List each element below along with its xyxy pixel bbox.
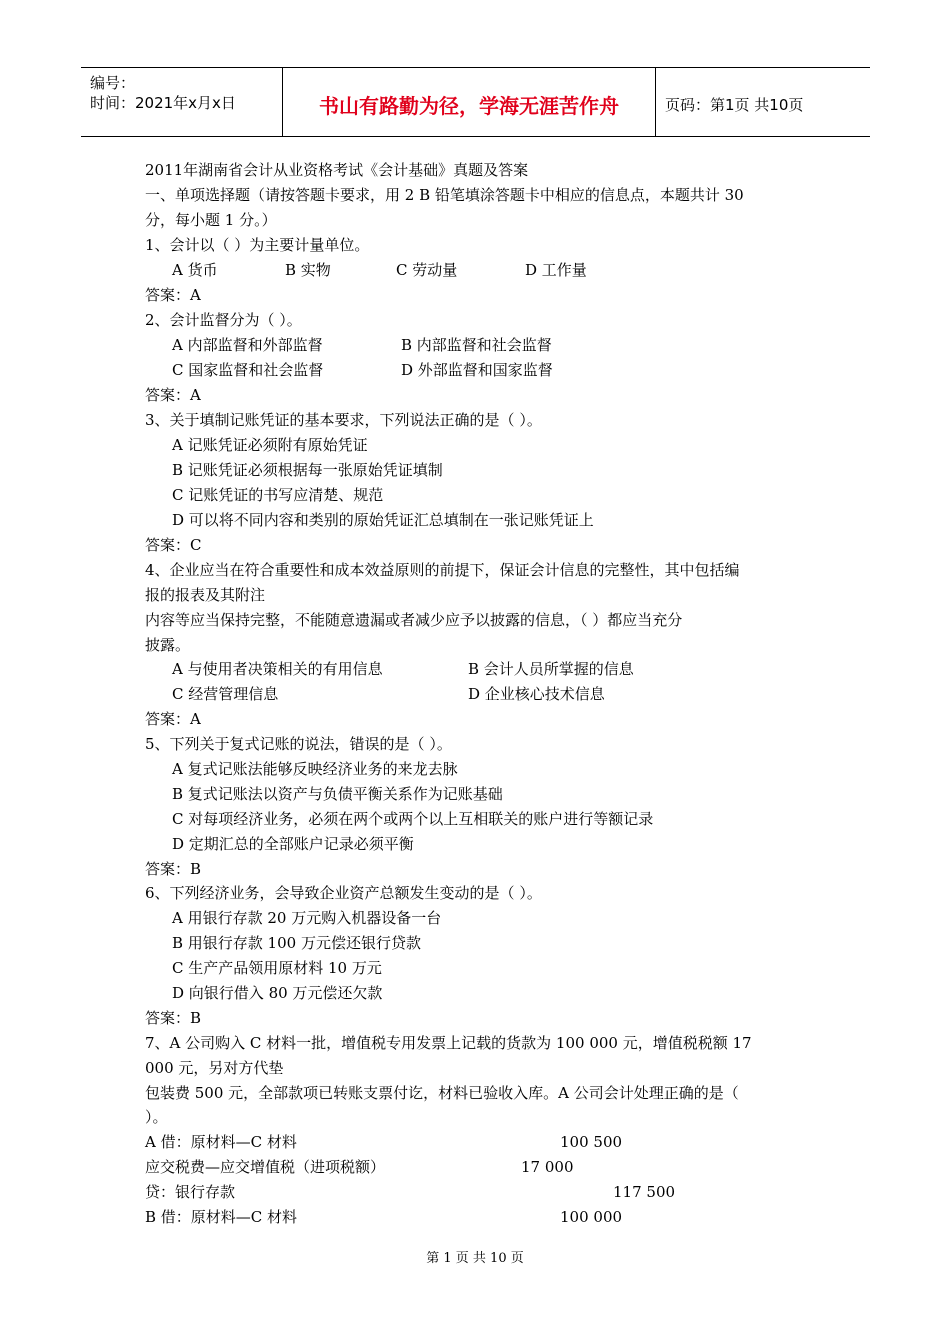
question-1: 1、会计以（ ）为主要计量单位。 — [145, 236, 370, 254]
doc-title: 2011年湖南省会计从业资格考试《会计基础》真题及答案 — [145, 161, 529, 179]
header-page-cell — [656, 68, 870, 136]
q4-option-b: B 会计人员所掌握的信息 — [468, 660, 634, 678]
question-4-line-2: 报的报表及其附注 — [145, 586, 266, 604]
page-info: 页码：第1页 共10页 — [665, 96, 804, 114]
question-3: 3、关于填制记账凭证的基本要求，下列说法正确的是（ ）。 — [145, 411, 542, 429]
number-label: 编号： — [90, 74, 136, 92]
question-5: 5、下列关于复式记账的说法，错误的是（ ）。 — [145, 735, 452, 753]
q3-option-b: B 记账凭证必须根据每一张原始凭证填制 — [172, 461, 443, 479]
question-4-line-1: 4、企业应当在符合重要性和成本效益原则的前提下，保证会计信息的完整性，其中包括编 — [145, 561, 740, 579]
time-label: 时间：2021年x月x日 — [90, 94, 236, 112]
q7-entry-label: A 借：原材料—C 材料 — [145, 1133, 297, 1151]
q7-entry-amount: 100 500 — [560, 1133, 623, 1151]
q3-option-c: C 记账凭证的书写应清楚、规范 — [172, 486, 384, 504]
q4-option-d: D 企业核心技术信息 — [468, 685, 605, 703]
motto: 书山有路勤为径，学海无涯苦作舟 — [319, 94, 619, 118]
q1-answer: 答案：A — [145, 286, 201, 304]
q3-option-d: D 可以将不同内容和类别的原始凭证汇总填制在一张记账凭证上 — [172, 511, 594, 529]
q1-option-b: B 实物 — [285, 261, 331, 279]
question-4-line-4: 披露。 — [145, 636, 191, 654]
question-7-line-1: 7、A 公司购入 C 材料一批，增值税专用发票上记载的货款为 100 000 元，增值税税额 17 — [145, 1034, 752, 1052]
header-meta-cell — [81, 68, 283, 136]
q6-option-b: B 用银行存款 100 万元偿还银行贷款 — [172, 934, 421, 952]
question-7-line-3: 包装费 500 元，全部款项已转账支票付讫，材料已验收入库。A 公司会计处理正确的是（ — [145, 1084, 739, 1102]
header-motto-cell — [283, 68, 656, 136]
q1-option-d: D 工作量 — [525, 261, 587, 279]
question-7-line-2: 000 元，另对方代垫 — [145, 1059, 284, 1077]
q5-option-a: A 复式记账法能够反映经济业务的来龙去脉 — [172, 760, 458, 778]
section-heading-line-1: 一、单项选择题（请按答题卡要求，用 2 B 铅笔填涂答题卡中相应的信息点，本题共计 30 — [145, 186, 744, 204]
q3-option-a: A 记账凭证必须附有原始凭证 — [172, 436, 368, 454]
q7-entry-amount: 100 000 — [560, 1208, 623, 1226]
q1-option-c: C 劳动量 — [396, 261, 458, 279]
q3-answer: 答案：C — [145, 536, 202, 554]
q2-option-c: C 国家监督和社会监督 — [172, 361, 324, 379]
question-7-line-4: ）。 — [145, 1108, 168, 1126]
q7-entry-amount: 117 500 — [613, 1183, 676, 1201]
q4-answer: 答案：A — [145, 710, 201, 728]
q2-option-d: D 外部监督和国家监督 — [401, 361, 553, 379]
q6-option-c: C 生产产品领用原材料 10 万元 — [172, 959, 382, 977]
q6-option-d: D 向银行借入 80 万元偿还欠款 — [172, 984, 383, 1002]
q5-option-c: C 对每项经济业务，必须在两个或两个以上互相联关的账户进行等额记录 — [172, 810, 654, 828]
q2-answer: 答案：A — [145, 386, 201, 404]
q7-entry-label: B 借：原材料—C 材料 — [145, 1208, 298, 1226]
q1-option-a: A 货币 — [172, 261, 218, 279]
q6-option-a: A 用银行存款 20 万元购入机器设备一台 — [172, 909, 442, 927]
question-2: 2、会计监督分为（ ）。 — [145, 311, 302, 329]
q7-entry-label: 贷：银行存款 — [145, 1183, 236, 1201]
q6-answer: 答案：B — [145, 1009, 202, 1027]
q2-option-b: B 内部监督和社会监督 — [401, 336, 552, 354]
q5-answer: 答案：B — [145, 860, 202, 878]
section-heading-line-2: 分，每小题 1 分。） — [145, 211, 277, 229]
question-4-line-3: 内容等应当保持完整，不能随意遗漏或者减少应予以披露的信息，（ ）都应当充分 — [145, 611, 683, 629]
document-header — [81, 67, 870, 137]
q4-option-c: C 经营管理信息 — [172, 685, 279, 703]
q4-option-a: A 与使用者决策相关的有用信息 — [172, 660, 383, 678]
q7-entry-amount: 17 000 — [521, 1158, 574, 1176]
q2-option-a: A 内部监督和外部监督 — [172, 336, 323, 354]
question-6: 6、下列经济业务，会导致企业资产总额发生变动的是（ ）。 — [145, 884, 542, 902]
q7-entry-label: 应交税费—应交增值税（进项税额） — [145, 1158, 386, 1176]
page-footer: 第 1 页 共 10 页 — [426, 1251, 524, 1266]
q5-option-d: D 定期汇总的全部账户记录必须平衡 — [172, 835, 414, 853]
q5-option-b: B 复式记账法以资产与负债平衡关系作为记账基础 — [172, 785, 503, 803]
